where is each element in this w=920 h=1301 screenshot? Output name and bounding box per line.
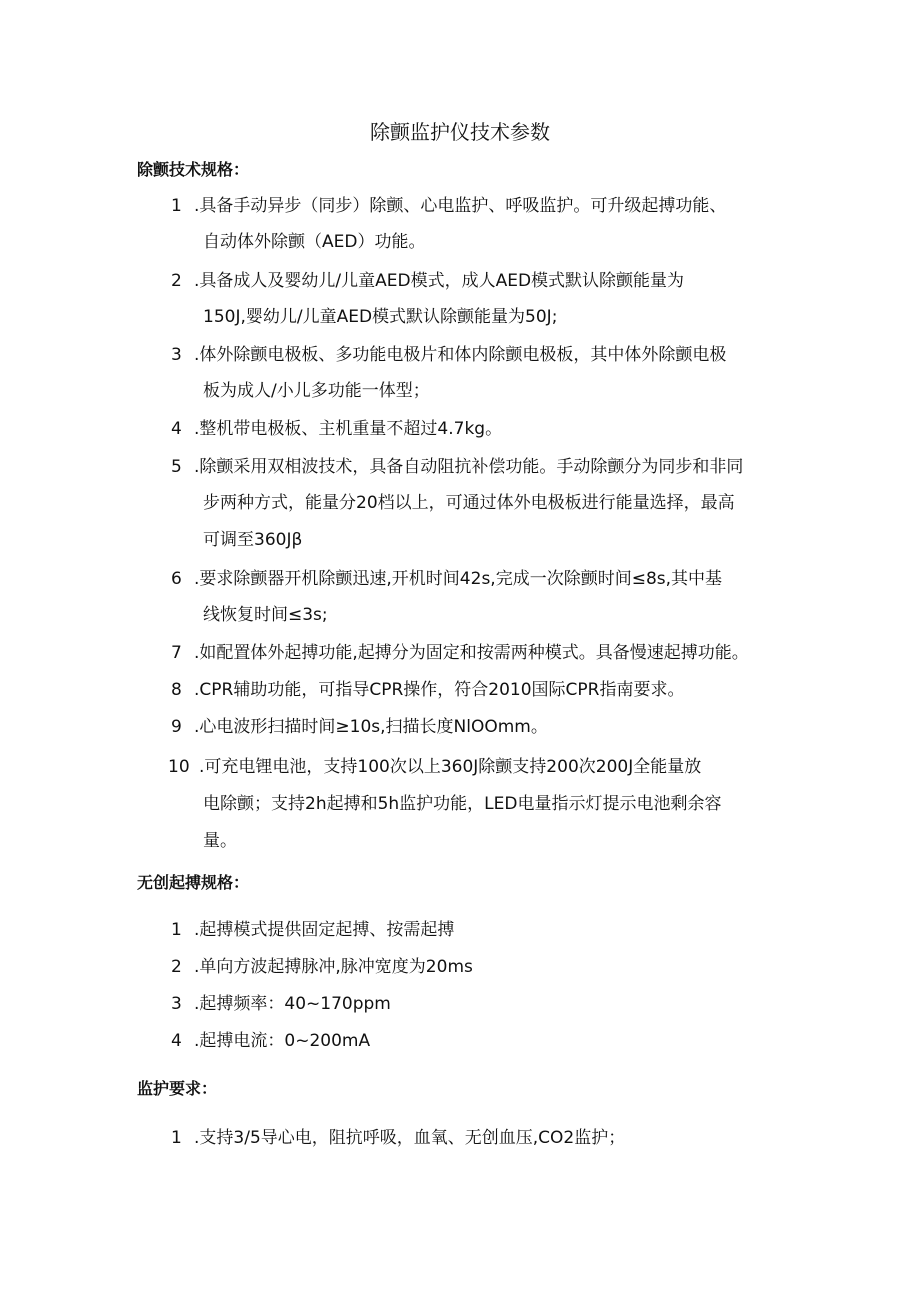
list-item-continuation: 板为成人/小儿多功能一体型； (203, 381, 430, 401)
list-item-number: 9 (171, 717, 182, 737)
list-item-continuation: 步两种方式，能量分20档以上，可通过体外电极板进行能量选择，最高 (203, 493, 735, 513)
list-item-text: .要求除颤器开机除颤迅速,开机时间42s,完成一次除颤时间≤8s,其中基 (194, 569, 723, 589)
section-heading: 除颤技术规格： (137, 160, 250, 179)
list-item-number: 1 (171, 196, 182, 216)
list-item-text: .支持3/5导心电，阻抗呼吸，血氧、无创血压,CO2监护； (194, 1128, 626, 1148)
list-item-text: .体外除颤电极板、多功能电极片和体内除颤电极板，其中体外除颤电极 (194, 345, 727, 365)
list-item-number: 4 (171, 1031, 182, 1051)
document-title: 除颤监护仪技术参数 (370, 120, 550, 144)
list-item-number: 2 (171, 957, 182, 977)
list-item-continuation: 线恢复时间≤3s; (203, 605, 328, 625)
list-item-number: 8 (171, 680, 182, 700)
list-item-text: .如配置体外起搏功能,起搏分为固定和按需两种模式。具备慢速起搏功能。 (194, 643, 749, 663)
list-item-number: 10 (168, 757, 190, 777)
list-item-text: .具备成人及婴幼儿/儿童AED模式，成人AED模式默认除颤能量为 (194, 271, 685, 291)
list-item-number: 4 (171, 419, 182, 439)
list-item-text: .心电波形扫描时间≥10s,扫描长度NlOOmm。 (194, 717, 548, 737)
list-item-continuation: 量。 (203, 831, 237, 851)
section-heading: 无创起搏规格： (137, 873, 250, 892)
list-item-number: 2 (171, 271, 182, 291)
list-item-number: 6 (171, 569, 182, 589)
list-item-continuation: 可调至360Jβ (203, 530, 303, 550)
list-item-number: 3 (171, 345, 182, 365)
list-item-text: .具备手动异步（同步）除颤、心电监护、呼吸监护。可升级起搏功能、 (194, 196, 727, 216)
list-item-number: 1 (171, 920, 182, 940)
list-item-text: .可充电锂电池，支持100次以上360J除颤支持200次200J全能量放 (199, 757, 702, 777)
list-item-text: .起搏模式提供固定起搏、按需起搏 (194, 920, 455, 940)
list-item-text: .起搏电流：0~200mA (194, 1031, 371, 1051)
list-item-text: .CPR辅助功能，可指导CPR操作，符合2010国际CPR指南要求。 (194, 680, 685, 700)
list-item-continuation: 电除颤；支持2h起搏和5h监护功能，LED电量指示灯提示电池剩余容 (203, 794, 722, 814)
list-item-number: 7 (171, 643, 182, 663)
section-heading: 监护要求： (137, 1079, 218, 1098)
list-item-number: 1 (171, 1128, 182, 1148)
list-item-text: .除颤采用双相波技术，具备自动阻抗补偿功能。手动除颤分为同步和非同 (194, 457, 744, 477)
list-item-text: .整机带电极板、主机重量不超过4.7kg。 (194, 419, 503, 439)
list-item-number: 5 (171, 457, 182, 477)
list-item-continuation: 自动体外除颤（AED）功能。 (203, 232, 426, 252)
list-item-number: 3 (171, 994, 182, 1014)
list-item-text: .起搏频率：40~170ppm (194, 994, 391, 1014)
list-item-text: .单向方波起搏脉冲,脉冲宽度为20ms (194, 957, 473, 977)
list-item-continuation: 150J,婴幼儿/儿童AED模式默认除颤能量为50J; (203, 307, 558, 327)
